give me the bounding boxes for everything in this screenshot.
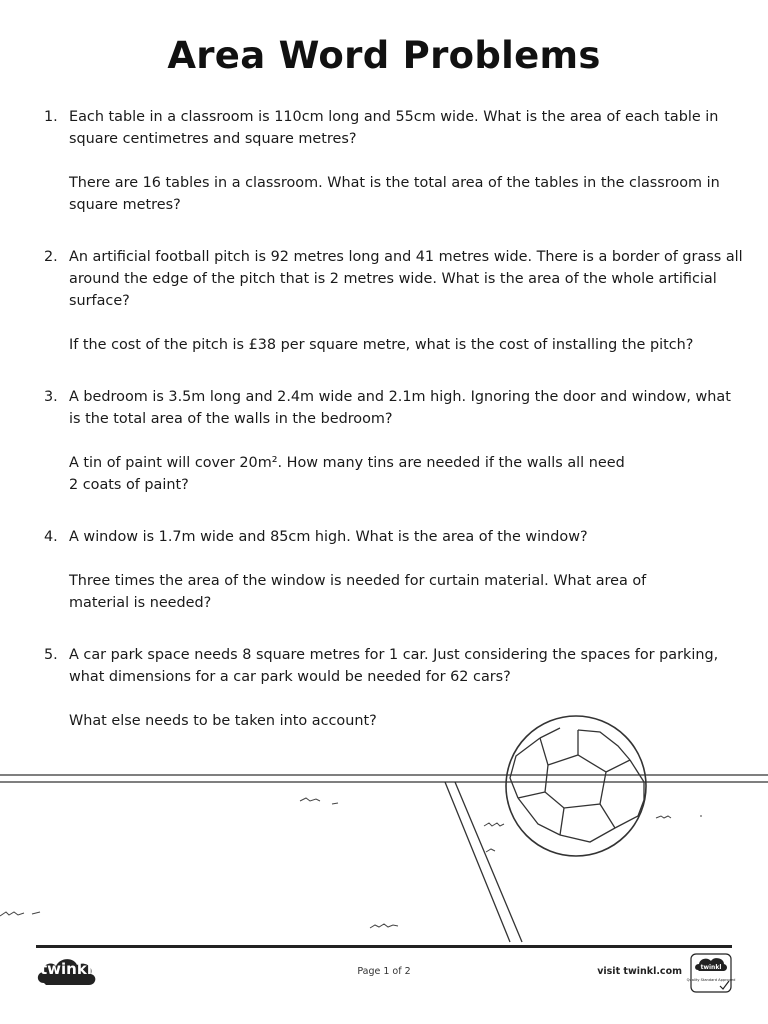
visit-link[interactable]: visit twinkl.com xyxy=(597,966,682,977)
problem-number: 5. xyxy=(44,647,58,663)
problem-followup: If the cost of the pitch is £38 per square metre, what is the cost of installing the pitch? xyxy=(69,337,694,353)
problem-text: A window is 1.7m wide and 85cm high. What is the area of the window? xyxy=(69,529,588,545)
problem-followup: What else needs to be taken into account? xyxy=(69,713,377,729)
page-title: Area Word Problems xyxy=(167,34,601,77)
problem-number: 1. xyxy=(44,109,58,125)
problem-1 xyxy=(44,106,744,216)
problem-followup: A tin of paint will cover 20m². How many tins are needed if the walls all need 2 coats of paint? xyxy=(69,455,625,493)
quality-standard-badge xyxy=(686,953,736,993)
footer-divider xyxy=(36,945,732,948)
badge-caption: Quality Standard Approved xyxy=(686,978,736,982)
problem-text: Each table in a classroom is 110cm long and 55cm wide. What is the area of each table in square centimetres and square metres? xyxy=(69,109,719,147)
problem-followup: There are 16 tables in a classroom. What is the total area of the tables in the classroom in square metres? xyxy=(69,175,720,213)
problem-text: An artificial football pitch is 92 metres long and 41 metres wide. There is a border of grass all around the edge of the pitch that is 2 metres wide. What is the area of the whole artificial surface? xyxy=(69,249,743,309)
twinkl-logo-text: twinkl xyxy=(40,960,92,978)
problem-5 xyxy=(44,644,744,732)
problem-followup: Three times the area of the window is needed for curtain material. What area of material is needed? xyxy=(69,573,647,611)
problem-2 xyxy=(44,246,744,356)
problem-list xyxy=(44,106,744,732)
problem-number: 2. xyxy=(44,249,58,265)
problem-number: 3. xyxy=(44,389,58,405)
problem-number: 4. xyxy=(44,529,58,545)
problem-text: A bedroom is 3.5m long and 2.4m wide and 2.1m high. Ignoring the door and window, what is the total area of the walls in the bedroom? xyxy=(69,389,731,427)
problem-text: A car park space needs 8 square metres for 1 car. Just considering the spaces for parking, what dimensions for a car park would be needed for 62 cars? xyxy=(69,647,719,685)
problem-4 xyxy=(44,526,744,614)
page-number: Page 1 of 2 xyxy=(357,966,411,977)
problem-3 xyxy=(44,386,744,496)
football-on-pitch-illustration xyxy=(0,720,768,950)
badge-logo-text: twinkl xyxy=(700,964,722,971)
